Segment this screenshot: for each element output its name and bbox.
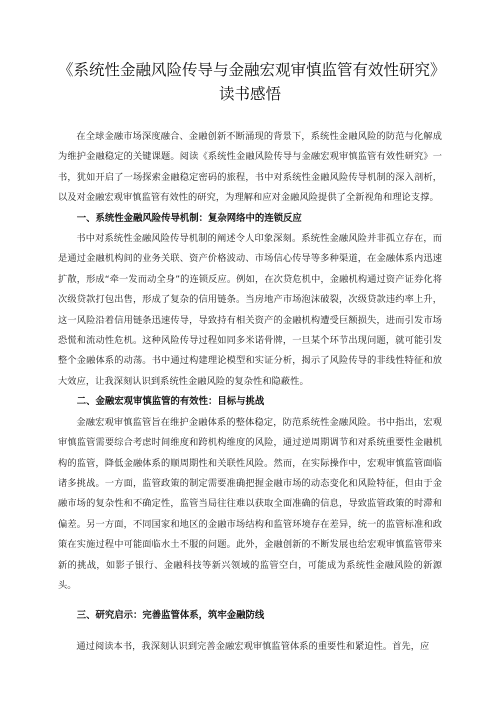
section-heading-1: 一、系统性金融风险传导机制：复杂网络中的连锁反应	[76, 212, 302, 224]
section-paragraph-3: 通过阅读本书，我深刻认识到完善金融宏观审慎监管体系的重要性和紧迫性。首先，应	[76, 640, 430, 652]
section-heading-3: 三、研究启示：完善监管体系，筑牢金融防线	[76, 610, 265, 622]
document-title	[58, 58, 446, 106]
section-paragraph-2: 金融宏观审慎监管旨在维护金融体系的整体稳定，防范系统性金融风险。书中指出，宏观审慎监管需要综合考虑时间维度和跨机构维度的风险，通过逆周期调节和对系统重要性金融机构的监管，降低金融体系的顺周期性和关联性风险。然而，在实际操作中，宏观审慎监管面临诸多挑战。一方面，监管政策的制定需要准确把握金融市场的动态变化和风险特征，但由于金融市场的复杂性和不确定性，监管当局往往难以获取全面准确的信息，导致监管政策的时滞和偏差。另一方面，不同国家和地区的金融市场结构和监管环境存在差异，统一的监管标准和政策在实施过程中可能面临水土不服的问题。此外，金融创新的不断发展也给宏观审慎监管带来新的挑战，如影子银行、金融科技等新兴领域的监管空白，可能成为系统性金融风险的新源头。	[58, 416, 442, 591]
intro-paragraph: 在全球金融市场深度融合、金融创新不断涌现的背景下，系统性金融风险的防范与化解成为维护金融稳定的关键课题。阅读《系统性金融风险传导与金融宏观审慎监管有效性研究》一书，犹如开启了一场探索金融稳定密码的旅程，书中对系统性金融风险传导机制的深入剖析，以及对金融宏观审慎监管有效性的研究，为理解和应对金融风险提供了全新视角和理论支撑。	[58, 131, 442, 204]
title-line-sub: 读书感悟	[218, 85, 281, 103]
title-line-main: 《系统性金融风险传导与金融宏观审慎监管有效性研究》	[58, 61, 446, 79]
document-body	[58, 127, 442, 657]
section-heading-2: 二、金融宏观审慎监管的有效性：目标与挑战	[76, 396, 265, 408]
section-paragraph-1: 书中对系统性金融风险传导机制的阐述令人印象深刻。系统性金融风险并非孤立存在，而是通过金融机构间的业务关联、资产价格波动、市场信心传导等多种渠道，在金融体系内迅速扩散，形成“牵一发而动全身”的连锁反应。例如，在次贷危机中，金融机构通过资产证券化将次级贷款打包出售，形成了复杂的信用链条。当房地产市场泡沫破裂，次级贷款违约率上升，这一风险沿着信用链条迅速传导，导致持有相关资产的金融机构遭受巨额损失，进而引发市场恐慌和流动性危机。这种风险传导过程如同多米诺骨牌，一旦某个环节出现问题，就可能引发整个金融体系的动荡。书中通过构建理论模型和实证分析，揭示了风险传导的非线性特征和放大效应，让我深刻认识到系统性金融风险的复杂性和隐蔽性。	[58, 233, 442, 387]
